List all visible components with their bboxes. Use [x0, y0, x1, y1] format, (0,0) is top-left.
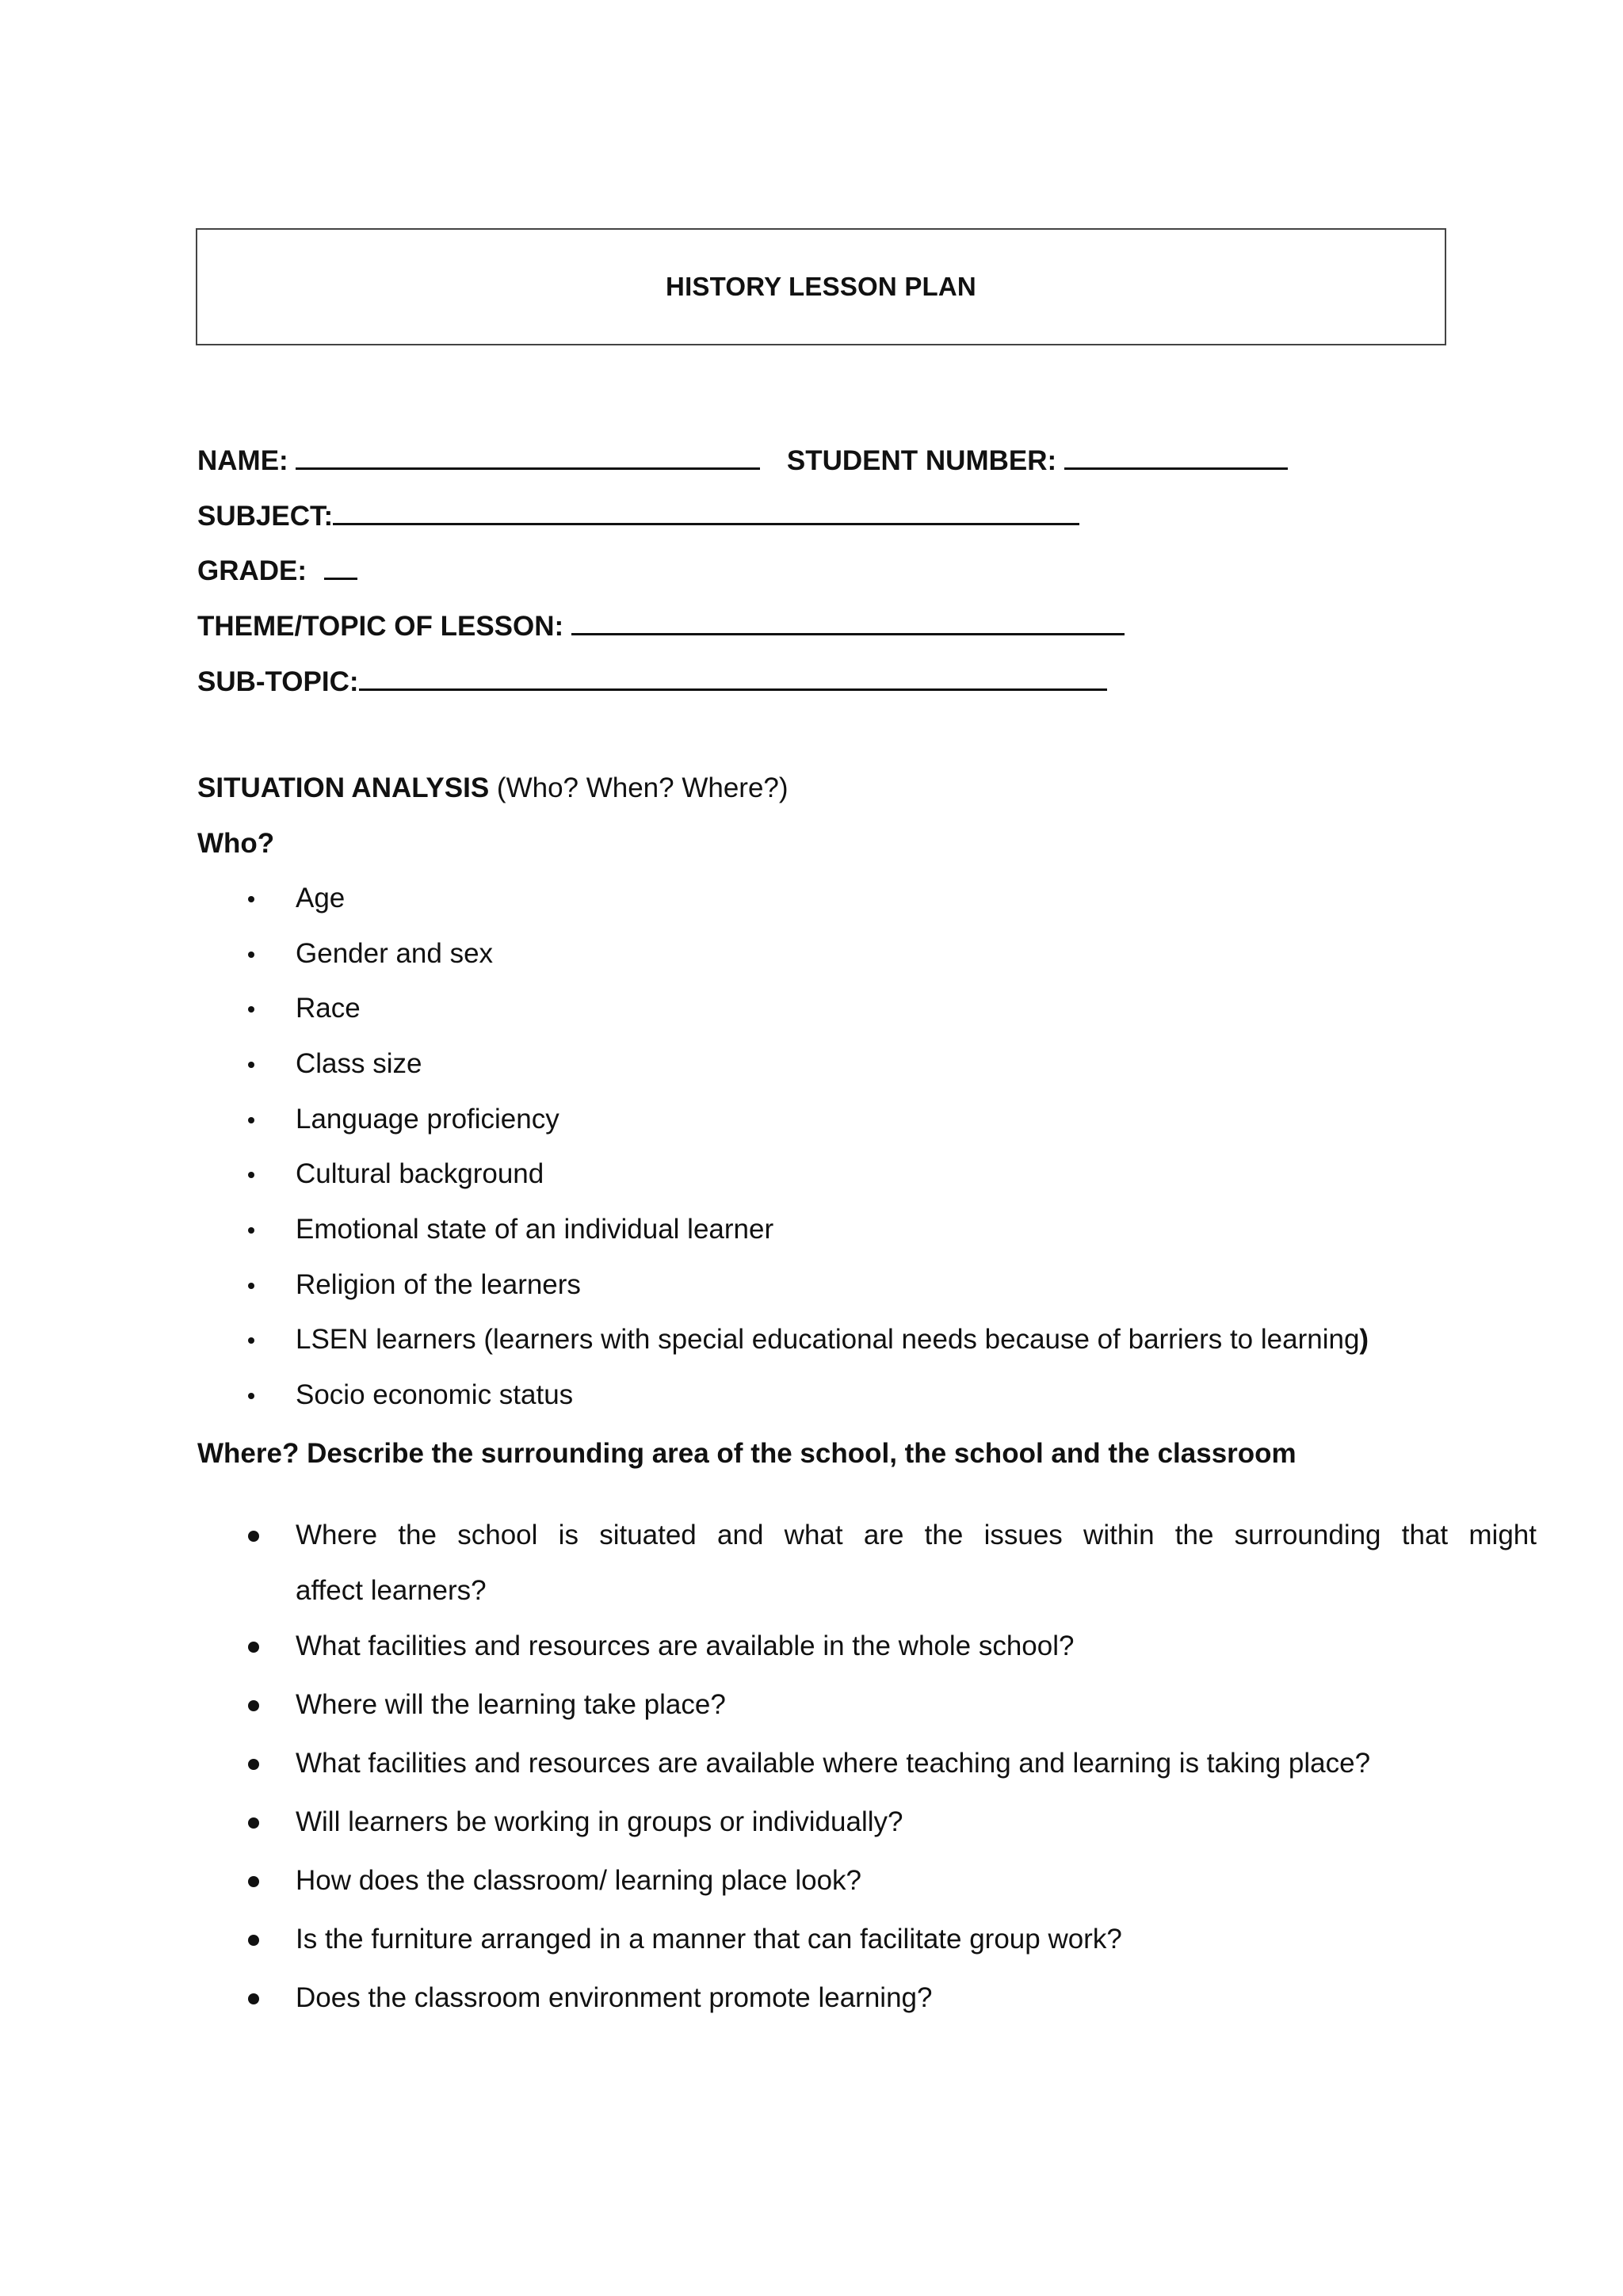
list-item-text: Age [296, 883, 346, 913]
subtopic-row [197, 663, 1107, 698]
list-item [197, 1048, 1369, 1080]
list-item [197, 938, 1369, 970]
list-item [197, 1630, 1537, 1662]
subtopic-blank[interactable] [359, 663, 1107, 691]
list-item [197, 1269, 1369, 1301]
subject-label: SUBJECT: [197, 501, 334, 532]
list-item-text-line-1: Where the school is situated and what are the issues within the surrounding that might [296, 1520, 1537, 1550]
student-number-blank[interactable] [1064, 442, 1288, 470]
theme-row [197, 608, 1125, 643]
list-item [197, 1806, 1537, 1838]
bullet-icon [248, 1993, 259, 2004]
situation-analysis-questions: (Who? When? Where?) [489, 772, 789, 803]
bullet-icon [248, 1337, 254, 1344]
list-item-text: What facilities and resources are available where teaching and learning is taking place? [296, 1748, 1371, 1779]
list-item [197, 1689, 1537, 1721]
who-list [197, 883, 1369, 1411]
list-item-text: Language proficiency [296, 1104, 559, 1135]
bullet-icon [248, 1642, 259, 1653]
list-item-text: Socio economic status [296, 1379, 574, 1410]
list-item [197, 1865, 1537, 1897]
bullet-icon [248, 1935, 259, 1946]
name-blank[interactable] [296, 442, 760, 470]
closing-parenthesis: ) [1359, 1324, 1369, 1355]
list-item-text-line-2: affect learners? [296, 1575, 487, 1606]
list-item [197, 1379, 1369, 1411]
list-item-text: Religion of the learners [296, 1269, 581, 1300]
bullet-icon [248, 1817, 259, 1829]
bullet-icon [248, 1227, 254, 1234]
list-item-text: Class size [296, 1048, 422, 1079]
theme-blank[interactable] [571, 608, 1125, 635]
list-item-text: Is the furniture arranged in a manner that can facilitate group work? [296, 1924, 1122, 1955]
who-heading-text: Who? [197, 828, 275, 859]
subject-row [197, 498, 1079, 532]
who-heading [197, 828, 274, 860]
list-item [197, 1324, 1369, 1356]
situation-analysis-heading [197, 772, 789, 804]
list-item [197, 1158, 1369, 1190]
list-item [197, 883, 1369, 914]
list-item-text: What facilities and resources are available in the whole school? [296, 1630, 1075, 1661]
where-heading-text: Where? Describe the surrounding area of the school, the school and the classroom [197, 1438, 1296, 1469]
where-list [197, 1520, 1537, 2014]
bullet-icon [248, 1876, 259, 1887]
bullet-icon [248, 1006, 254, 1013]
list-item-text: Will learners be working in groups or individually? [296, 1806, 903, 1837]
title-box [196, 228, 1446, 345]
bullet-icon [248, 1531, 259, 1542]
bullet-icon [248, 1700, 259, 1711]
theme-label: THEME/TOPIC OF LESSON: [197, 611, 571, 642]
list-item [197, 1520, 1537, 1607]
list-item-text: Does the classroom environment promote learning? [296, 1982, 933, 2013]
list-item [197, 1924, 1537, 1955]
list-item [197, 1104, 1369, 1135]
list-item-text: Cultural background [296, 1158, 544, 1189]
name-label: NAME: [197, 445, 296, 476]
list-item [197, 993, 1369, 1024]
situation-analysis-bold: SITUATION ANALYSIS [197, 772, 490, 803]
subject-blank[interactable] [333, 498, 1079, 525]
bullet-icon [248, 952, 254, 958]
list-item-text: Emotional state of an individual learner [296, 1214, 774, 1245]
bullet-icon [248, 1172, 254, 1178]
list-item-text: Gender and sex [296, 938, 494, 969]
grade-row [197, 552, 357, 587]
page-title: HISTORY LESSON PLAN [666, 272, 976, 301]
name-row [197, 442, 1288, 477]
student-number-label: STUDENT NUMBER: [786, 445, 1064, 476]
grade-label: GRADE: [197, 555, 315, 586]
list-item-text: LSEN learners (learners with special educational needs because of barriers to learning [296, 1324, 1360, 1355]
list-item [197, 1982, 1537, 2014]
bullet-icon [248, 896, 254, 902]
list-item-text: How does the classroom/ learning place look? [296, 1865, 861, 1896]
grade-blank[interactable] [324, 552, 357, 580]
list-item-text: Where will the learning take place? [296, 1689, 726, 1720]
bullet-icon [248, 1117, 254, 1123]
bullet-icon [248, 1062, 254, 1068]
list-item [197, 1214, 1369, 1245]
where-heading [197, 1438, 1296, 1470]
list-item [197, 1748, 1537, 1779]
subtopic-label: SUB-TOPIC: [197, 666, 359, 697]
bullet-icon [248, 1393, 254, 1399]
bullet-icon [248, 1283, 254, 1289]
list-item-text: Race [296, 993, 361, 1024]
bullet-icon [248, 1759, 259, 1770]
